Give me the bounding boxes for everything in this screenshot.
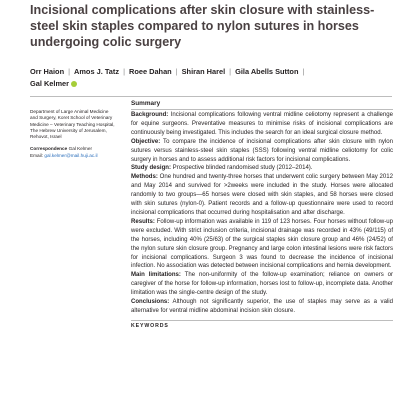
summary-results	[131, 218, 393, 271]
summary-methods	[131, 173, 393, 218]
author-separator: |	[229, 67, 232, 76]
summary-column	[131, 100, 393, 331]
section-text: Follow-up information was available in 119 of 123 horses. Four horses without follow-up were excluded. With strict inclusion criteria, incisional drainage was recorded in 43% (49/115) of the horses, including 40% (25/63) of the surgical staples skin closure group and 46% (24/52) of the nylon suture skin closure group. Pregnancy and large colon intestinal lesions were risk factors for incisional complications. Surgeon 3 was found to decrease the incidence of incisional infection. No association was detected between incisional complications and hernia development.	[131, 218, 393, 270]
keywords-divider	[131, 320, 393, 321]
section-text: Incisional complications following ventral midline celiotomy represent a challenge for equine surgeons. Preventative measures to minimise risks of incisional complications are continuously being investigated. This includes the search for an ideal surgical closure method.	[131, 112, 393, 136]
author-name[interactable]: Gila Abells Sutton	[235, 67, 299, 76]
section-label: Objective:	[131, 138, 161, 145]
section-text: Although not significantly superior, the use of staples may serve as a valid alternative for ventral midline abdominal incision skin closure.	[131, 299, 393, 314]
affiliation-line: Rehovot, Israel	[30, 134, 62, 140]
orcid-icon[interactable]	[71, 81, 77, 87]
summary-objective	[131, 138, 393, 165]
author-separator: |	[175, 67, 178, 76]
header-divider	[30, 96, 392, 97]
author-name[interactable]: Shiran Harel	[181, 67, 226, 76]
affiliation-line: The Hebrew University of Jerusalem,	[30, 127, 107, 133]
summary-heading: Summary	[131, 100, 161, 107]
summary-conclusions	[131, 298, 393, 316]
author-separator: |	[68, 67, 71, 76]
affiliation-line: and Surgery, Koret School of Veterinary	[30, 115, 113, 121]
article-title: Incisional complications after skin closure with stainless-steel skin staples compared to nylon sutures in horses undergoing colic surgery	[30, 3, 375, 50]
author-name[interactable]: Orr Haion	[30, 67, 65, 76]
keywords-heading: KEYWORDS	[131, 322, 169, 329]
affiliation	[30, 109, 118, 140]
section-label: Results:	[131, 218, 155, 225]
section-label: Methods:	[131, 174, 158, 181]
affiliation-line: Medicine – Veterinary Teaching Hospital,	[30, 121, 115, 127]
correspondence	[30, 146, 118, 159]
author-name[interactable]: Amos J. Tatz	[74, 67, 120, 76]
summary-background	[131, 111, 393, 138]
section-label: Study design:	[131, 165, 171, 172]
affiliation-column	[30, 109, 118, 159]
section-label: Background:	[131, 112, 169, 118]
correspondence-email-link[interactable]: gal.kelmer@mail.huji.ac.il	[44, 152, 98, 158]
section-text: The non-uniformity of the follow-up examination; reliance on owners or caregiver of the horse for follow-up information, horses lost to follow-up, incomplete data. Another limitation was the single-centre design of the study.	[131, 272, 393, 297]
correspondence-label: Correspondence	[30, 146, 68, 152]
author-name[interactable]: Roee Dahan	[128, 67, 172, 76]
affiliation-line: Department of Large Animal Medicine	[30, 109, 109, 114]
summary-divider	[131, 109, 393, 110]
summary-study-design	[131, 164, 393, 173]
author-list	[30, 66, 390, 90]
section-text: To compare the incidence of incisional complications after skin closure with nylon sutures versus stainless-steel skin staples (SSS) following ventral midline celiotomy for colic surgery in horses and to assess additional risk factors for incisional complications.	[131, 138, 393, 163]
section-label: Conclusions:	[131, 299, 170, 306]
author-name[interactable]: Gal Kelmer	[30, 79, 70, 88]
section-label: Main limitations:	[131, 272, 181, 279]
author-separator: |	[302, 67, 305, 76]
summary-main-limitations	[131, 271, 393, 298]
correspondence-name: Gal Kelmer	[68, 146, 93, 152]
author-separator: |	[123, 67, 125, 76]
section-text: One hundred and twenty-three horses that underwent colic surgery between May 2012 and May 2014 and survived for >2weeks were included in the study. Horses were allocated randomly to two groups—65 horses were closed with skin staples, and 58 horses were closed with skin sutures (nylon-0). Patient records and a follow-up questionnaire were used to record incisional complications that occurred during hospitalisation and after discharge.	[131, 174, 393, 216]
email-label: Email:	[30, 152, 44, 158]
section-text: Prospective blinded randomised study (2012–2014).	[170, 165, 313, 172]
